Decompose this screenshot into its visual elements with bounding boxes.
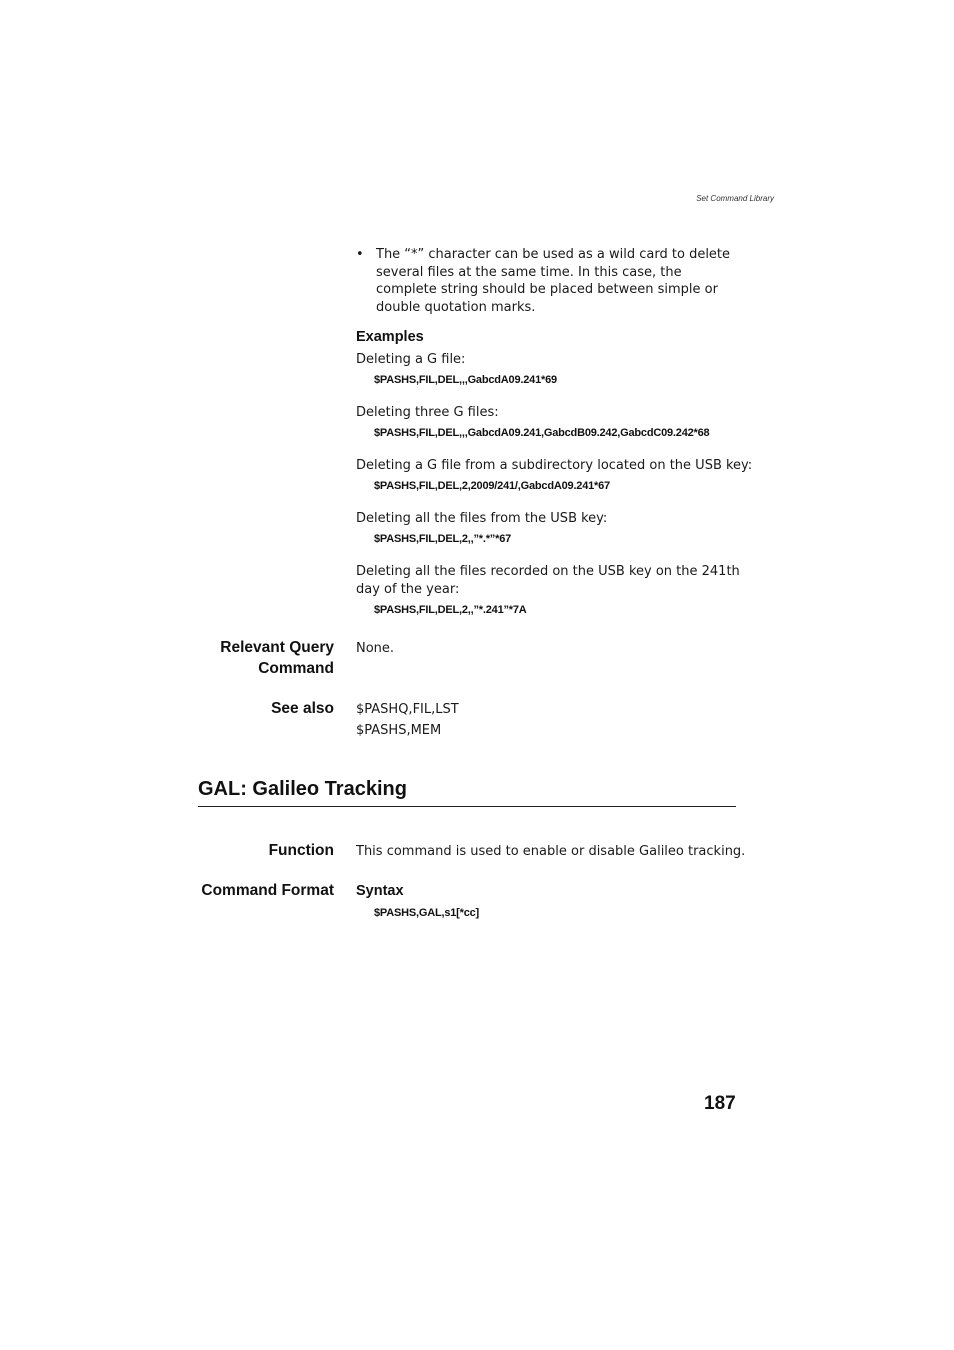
see-also-label: See also [271, 700, 334, 717]
example-description: Deleting three G files: [356, 405, 499, 420]
bullet-text: The “*” character can be used as a wild card to delete several files at the same time. In this case, the complete string should be placed between simple or double quotation marks. [376, 247, 731, 315]
example-description: Deleting a G file: [356, 352, 466, 367]
example-description: Deleting all the files from the USB key: [356, 511, 608, 526]
example-code: $PASHS,FIL,DEL,2,2009/241/,GabcdA09.241*67 [374, 480, 610, 492]
example-description: Deleting all the files recorded on the USB key on the 241th day of the year: [356, 564, 740, 597]
command-format-label: Command Format [201, 882, 334, 899]
relevant-query-value: None. [356, 641, 395, 656]
relevant-query-label-line2: Command [258, 660, 334, 677]
example-description: Deleting a G file from a subdirectory located on the USB key: [356, 458, 753, 473]
bullet-symbol: • [356, 247, 364, 262]
see-also-item: $PASHQ,FIL,LST [356, 702, 459, 717]
relevant-query-label [134, 637, 334, 679]
examples-heading: Examples [356, 329, 424, 345]
section-rule [198, 806, 736, 807]
function-label: Function [268, 842, 334, 859]
example-code: $PASHS,FIL,DEL,2,,”*.*”*67 [374, 533, 512, 545]
running-header: Set Command Library [696, 194, 774, 203]
page-number: 187 [704, 1093, 736, 1114]
example-code: $PASHS,FIL,DEL,,,GabcdA09.241,GabcdB09.242,GabcdC09.242*68 [374, 427, 710, 439]
wildcard-bullet [356, 246, 742, 316]
example-code: $PASHS,FIL,DEL,2,,”*.241”*7A [374, 604, 527, 616]
syntax-heading: Syntax [356, 883, 404, 899]
example-code: $PASHS,FIL,DEL,,,GabcdA09.241*69 [374, 374, 557, 386]
function-text: This command is used to enable or disable Galileo tracking. [356, 844, 746, 859]
section-title: GAL: Galileo Tracking [198, 778, 407, 800]
see-also-item: $PASHS,MEM [356, 723, 442, 738]
syntax-code: $PASHS,GAL,s1[*cc] [374, 907, 480, 919]
relevant-query-label-line1: Relevant Query [220, 639, 334, 656]
